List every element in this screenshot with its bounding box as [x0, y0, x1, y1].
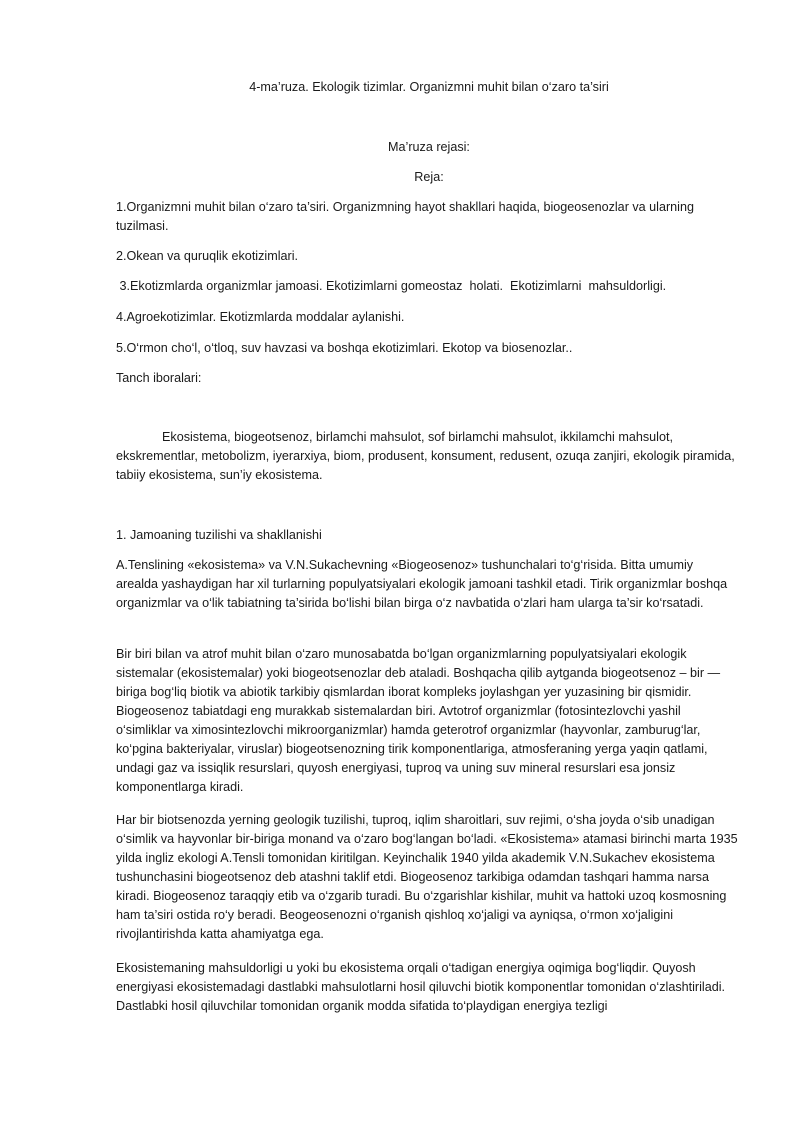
plan-item-2: 2.Okean va quruqlik ekotizimlari. — [116, 249, 298, 263]
body-paragraph-3: Har bir biotsenozda yerning geologik tuzilishi, tuproq, iqlim sharoitlari, suv rejimi, o‘sha joyda o‘sib unadigan o‘simlik va hayvonlar bir-biriga monand va o‘zaro bog‘langan bo‘ladi. «Ekosistema» atamasi birinchi marta 1935 yilda ingliz ekologi A.Tensli tomonidan kiritilgan. Keyinchalik 1940 yilda akademik V.N.Sukachev ekosistema tushunchasini biogeotsenoz deb atashni taklif etdi. Biogeosenoz tarkibiga odamdan tashqari hamma narsa kiradi. Biogeosenoz taraqqiy etib va o‘zgarib turadi. Bu o‘zgarishlar kishilar, muhit va hattoki uzoq kosmosning ham ta’siri ostida ro‘y beradi. Beogeosenozni o‘rganish qishloq xo‘jaligi va ayniqsa, o‘rmon xo‘jaligini rivojlantirishda katta ahamiyatga ega. — [116, 813, 738, 941]
reja-heading: Reja: — [414, 170, 444, 184]
body-paragraph-1: A.Tenslining «ekosistema» va V.N.Sukachevning «Biogeosenoz» tushunchalari to‘g‘risida. Bitta umumiy arealda yashaydigan har xil turlarning populyatsiyalari ekologik jamoani tashkil etadi. Tirik organizmlar boshqa organizmlar va o‘lik tabiatning ta’sirida bo‘lishi bilan birga o‘z navbatida o‘zlari ham ularga ta’sir ko‘rsatadi. — [116, 558, 728, 610]
body-paragraph-2: Bir biri bilan va atrof muhit bilan o‘zaro munosabatda bo‘lgan organizmlarning populyatsiyalari ekologik sistemalar (ekosistemalar) yoki biogeotsenozlar deb ataladi. Boshqacha qilib aytganda biogeotsenoz – bir — biriga bog‘liq biotik va abiotik tarkibiy qismlardan iborat kompleks joylashgan yer yuzasining bir qismidir. Biogeosenoz tabiatdagi eng murakkab sistemalardan biri. Avtotrof organizmlar (fotosintezlovchi yashil o‘simliklar va ximosintezlovchi mikroorganizmlar) hamda geterotrof organizmlar (hayvonlar, zamburug‘lar, ko‘pgina bakteriyalar, viruslar) biogeotsenozning tirik komponentlariga, atmosferaning yerga yaqin qatlami, undagi gaz va issiqlik resurslari, quyosh energiyasi, tuproq va uning suv mineral resurslari esa jonsiz komponentlarga kiradi. — [116, 647, 721, 794]
plan-item-3: 3.Ekotizmlarda organizmlar jamoasi. Ekotizimlarni gomeostaz holati. Ekotizimlarni mahsuldorligi. — [116, 279, 667, 293]
keywords-text: Ekosistema, biogeotsenoz, birlamchi mahsulot, sof birlamchi mahsulot, ikkilamchi mahsulot, ekskrementlar, metobolizm, iyerarxiya, biom, produsent, konsument, redusent, ozuqa zanjiri, ekologik piramida, tabiiy ekosistema, sun’iy ekosistema. — [116, 430, 735, 482]
plan-item-1: 1.Organizmni muhit bilan o‘zaro ta’siri. Organizmning hayot shakllari haqida, biogeosenozlar va ularning tuzilmasi. — [116, 200, 694, 233]
document-title: 4-ma’ruza. Ekologik tizimlar. Organizmni muhit bilan o‘zaro ta’siri — [249, 80, 609, 94]
keywords-heading: Tanch iboralari: — [116, 371, 202, 385]
plan-item-5: 5.O‘rmon cho‘l, o‘tloq, suv havzasi va boshqa ekotizimlari. Ekotop va biosenozlar.. — [116, 341, 573, 355]
plan-item-4: 4.Agroekotizimlar. Ekotizmlarda moddalar aylanishi. — [116, 310, 405, 324]
body-paragraph-4: Ekosistemaning mahsuldorligi u yoki bu ekosistema orqali o‘tadigan energiya oqimiga bog‘liqdir. Quyosh energiyasi ekosistemadagi dastlabki mahsulotlarni hosil qiluvchi biotik komponentlar tomonidan o‘zlashtiriladi. Dastlabki hosil qiluvchilar tomonidan organik modda sifatida to‘playdigan energiya tezligi — [116, 961, 726, 1013]
section-heading: 1. Jamoaning tuzilishi va shakllanishi — [116, 528, 322, 542]
plan-heading: Ma’ruza rejasi: — [388, 140, 470, 154]
